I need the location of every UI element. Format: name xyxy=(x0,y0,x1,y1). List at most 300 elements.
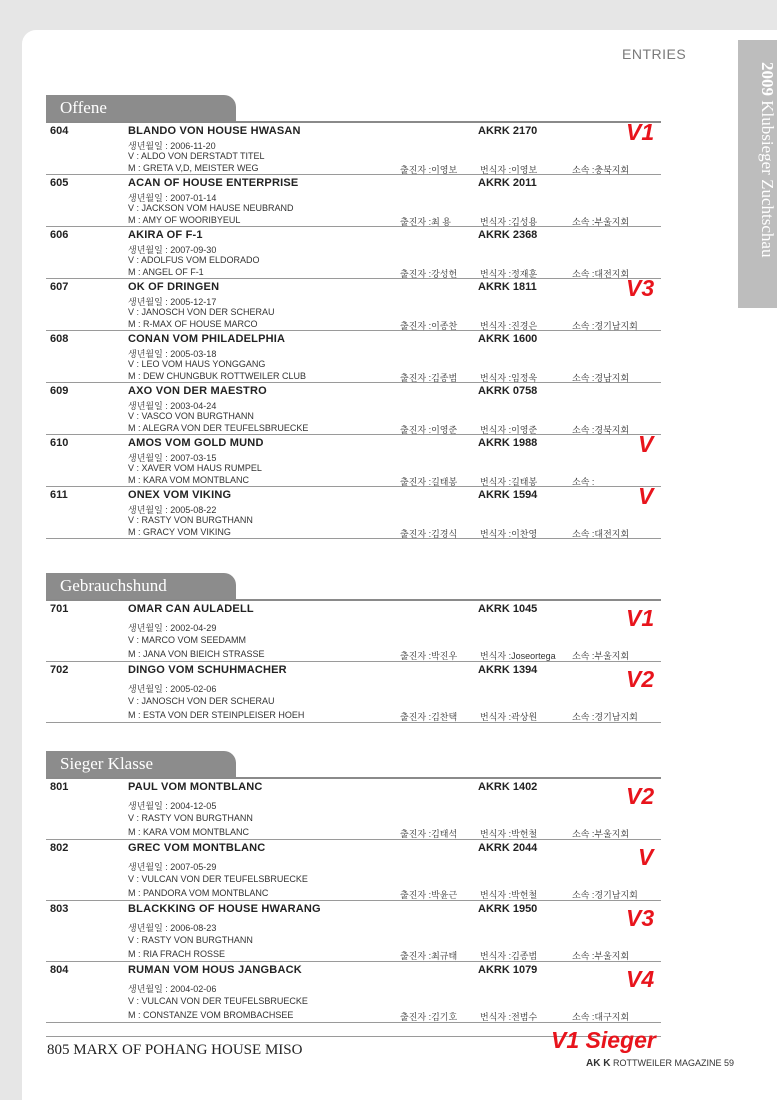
owner-label: 번식자 : xyxy=(480,373,512,383)
side-year: 2009 xyxy=(758,62,777,96)
birth-label: 생년월일 : xyxy=(128,401,171,411)
dam-value: RIA FRACH ROSSE xyxy=(143,949,226,959)
dam xyxy=(128,527,231,537)
entry-number: 605 xyxy=(50,177,69,189)
dam-label: M : xyxy=(128,371,143,381)
branch-value: 대구지회 xyxy=(594,1012,630,1022)
entry-row xyxy=(46,119,661,175)
sire-label: V : xyxy=(128,696,142,706)
birth-date xyxy=(128,799,216,812)
dog-name: BLACKKING OF HOUSE HWARANG xyxy=(128,903,321,915)
dam xyxy=(128,371,306,381)
owner-info xyxy=(400,710,638,723)
owner-label: 번식자 : xyxy=(480,829,512,839)
branch-value: 부울지회 xyxy=(594,217,630,227)
dam-value: R-MAX OF HOUSE MARCO xyxy=(143,319,258,329)
branch-label: 소속 : xyxy=(572,651,595,661)
birth-value: 2007-09-30 xyxy=(170,245,217,255)
sire-value: VULCAN VON DER TEUFELSBRUECKE xyxy=(141,996,308,1006)
breeder-label: 출진자 : xyxy=(400,321,432,331)
sire-value: JANOSCH VON DER SCHERAU xyxy=(141,307,275,317)
owner-label: 번식자 : xyxy=(480,651,512,661)
entry-row xyxy=(46,901,661,962)
sire-label: V : xyxy=(128,813,142,823)
branch-label: 소속 : xyxy=(572,829,595,839)
birth-label: 생년월일 : xyxy=(128,862,171,872)
owner-label: 번식자 : xyxy=(480,425,512,435)
branch-label: 소속 : xyxy=(572,269,595,279)
entry-row xyxy=(46,779,661,840)
owner-value: 박헌철 xyxy=(511,829,538,839)
breeder-label: 출진자 : xyxy=(400,1012,432,1022)
entry-row xyxy=(46,601,661,662)
owner-info xyxy=(400,1010,629,1023)
section-offene xyxy=(46,95,661,539)
dam-label: M : xyxy=(128,267,143,277)
entry-number: 804 xyxy=(50,964,69,976)
dog-name: OK OF DRINGEN xyxy=(128,281,220,293)
dam-value: PANDORA VOM MONTBLANC xyxy=(143,888,269,898)
owner-label: 번식자 : xyxy=(480,217,512,227)
sire-label: V : xyxy=(128,307,142,317)
registration-number: AKRK 1079 xyxy=(478,964,538,976)
registration-number: AKRK 0758 xyxy=(478,385,538,397)
branch-label: 소속 : xyxy=(572,477,595,487)
branch xyxy=(572,649,629,662)
owner xyxy=(480,949,572,962)
sire-label: V : xyxy=(128,359,142,369)
dam-label: M : xyxy=(128,163,143,173)
branch-value: 경기남지회 xyxy=(594,321,638,331)
entry-row xyxy=(46,962,661,1023)
birth-value: 2007-03-15 xyxy=(170,453,217,463)
branch-label: 소속 : xyxy=(572,1012,595,1022)
entry-number: 609 xyxy=(50,385,69,397)
birth-label: 생년월일 : xyxy=(128,245,171,255)
entry-number: 608 xyxy=(50,333,69,345)
dam-value: ALEGRA VON DER TEUFELSBRUECKE xyxy=(142,423,309,433)
owner-label: 번식자 : xyxy=(480,712,512,722)
dam-value: JANA VON BIEICH STRASSE xyxy=(143,649,265,659)
birth-label: 생년월일 : xyxy=(128,193,171,203)
breeder-value: 김태석 xyxy=(431,829,458,839)
dog-name: DINGO VOM SCHUHMACHER xyxy=(128,664,287,676)
grade-mark: V3 xyxy=(626,905,655,931)
branch-label: 소속 : xyxy=(572,529,595,539)
branch-label: 소속 : xyxy=(572,217,595,227)
dam-value: ESTA VON DER STEINPLEISER HOEH xyxy=(143,710,305,720)
owner-value: 곽상원 xyxy=(511,712,538,722)
owner-info xyxy=(400,649,629,662)
branch xyxy=(572,949,629,962)
dog-name: BLANDO VON HOUSE HWASAN xyxy=(128,125,301,137)
birth-value: 2006-11-20 xyxy=(170,141,216,151)
branch xyxy=(572,888,638,901)
owner-info xyxy=(400,527,629,540)
dam-label: M : xyxy=(128,827,143,837)
birth-value: 2004-12-05 xyxy=(170,801,217,811)
birth-value: 2005-08-22 xyxy=(170,505,217,515)
breeder-label: 출진자 : xyxy=(400,651,432,661)
magazine-credit xyxy=(586,1058,734,1069)
breeder-value: 김경식 xyxy=(431,529,458,539)
registration-number: AKRK 1950 xyxy=(478,903,538,915)
branch-value: 부울지회 xyxy=(594,829,630,839)
birth-value: 2005-02-06 xyxy=(170,684,217,694)
birth-label: 생년월일 : xyxy=(128,684,171,694)
owner-label: 번식자 : xyxy=(480,269,512,279)
birth-value: 2002-04-29 xyxy=(170,623,217,633)
section-title: Sieger Klasse xyxy=(46,751,236,777)
dam-label: M : xyxy=(128,1010,143,1020)
entry-row xyxy=(46,840,661,901)
dog-name: RUMAN VOM HOUS JANGBACK xyxy=(128,964,302,976)
owner xyxy=(480,1010,572,1023)
grade-mark: V xyxy=(638,844,654,870)
registration-number: AKRK 1394 xyxy=(478,664,538,676)
branch-label: 소속 : xyxy=(572,321,595,331)
dam xyxy=(128,649,265,659)
sire-value: XAVER VOM HAUS RUMPEL xyxy=(141,463,262,473)
birth-value: 2007-05-29 xyxy=(170,862,217,872)
owner-value: 이영보 xyxy=(511,165,538,175)
grade-mark: V2 xyxy=(626,783,655,809)
section-tab-label: ENTRIES xyxy=(622,46,687,62)
entry-row xyxy=(46,331,661,383)
dam xyxy=(128,163,259,173)
owner-value: 김종범 xyxy=(511,951,538,961)
grade-mark: V xyxy=(638,483,654,509)
grade-mark: V2 xyxy=(626,666,655,692)
breeder-value: 이영준 xyxy=(431,425,458,435)
entry-number: 604 xyxy=(50,125,69,137)
owner xyxy=(480,527,572,540)
sire xyxy=(128,996,308,1006)
sire-value: RASTY VON BURGTHANN xyxy=(141,813,253,823)
breeder xyxy=(400,827,480,840)
dog-name: GREC VOM MONTBLANC xyxy=(128,842,266,854)
birth-date xyxy=(128,621,216,634)
branch-label: 소속 : xyxy=(572,373,595,383)
grade-mark: V1 xyxy=(626,605,655,631)
sire xyxy=(128,874,308,884)
magazine-name: ROTTWEILER MAGAZINE xyxy=(612,1058,722,1068)
breeder-label: 출진자 : xyxy=(400,425,432,435)
sire xyxy=(128,359,265,369)
section-header xyxy=(46,573,661,601)
sire xyxy=(128,411,254,421)
birth-label: 생년월일 : xyxy=(128,923,171,933)
birth-date xyxy=(128,860,216,873)
sire xyxy=(128,515,253,525)
dam-value: GRACY VOM VIKING xyxy=(143,527,231,537)
dog-name: AMOS VOM GOLD MUND xyxy=(128,437,264,449)
dam xyxy=(128,827,249,837)
dam-label: M : xyxy=(128,423,143,433)
breeder-label: 출진자 : xyxy=(400,890,432,900)
breeder-value: 강성헌 xyxy=(431,269,458,279)
registration-number: AKRK 1402 xyxy=(478,781,538,793)
birth-label: 생년월일 : xyxy=(128,141,171,151)
owner xyxy=(480,649,572,662)
sire-label: V : xyxy=(128,203,142,213)
owner-label: 번식자 : xyxy=(480,1012,512,1022)
section-sieger-klasse xyxy=(46,751,661,1023)
owner-info xyxy=(400,827,629,840)
breeder-label: 출진자 : xyxy=(400,951,432,961)
entry-row xyxy=(46,431,661,487)
breeder-value: 이종찬 xyxy=(431,321,458,331)
sire-label: V : xyxy=(128,411,142,421)
section-title: Offene xyxy=(46,95,236,121)
registration-number: AKRK 2044 xyxy=(478,842,538,854)
owner-label: 번식자 : xyxy=(480,529,512,539)
breeder-value: 최규태 xyxy=(431,951,458,961)
dam xyxy=(128,423,308,433)
entry-number: 801 xyxy=(50,781,69,793)
sire xyxy=(128,463,262,473)
entry-number: 607 xyxy=(50,281,69,293)
branch-label: 소속 : xyxy=(572,712,595,722)
dam-value: KARA VOM MONTBLANC xyxy=(143,475,250,485)
registration-number: AKRK 2011 xyxy=(478,177,537,189)
grade-mark: V4 xyxy=(626,966,655,992)
sire-label: V : xyxy=(128,996,142,1006)
branch-label: 소속 : xyxy=(572,425,595,435)
dog-name: CONAN VOM PHILADELPHIA xyxy=(128,333,286,345)
registration-number: AKRK 1600 xyxy=(478,333,538,345)
breeder-label: 출진자 : xyxy=(400,712,432,722)
breeder xyxy=(400,1010,480,1023)
dam-value: DEW CHUNGBUK ROTTWEILER CLUB xyxy=(143,371,307,381)
registration-number: AKRK 1811 xyxy=(478,281,537,293)
breeder-value: 최 용 xyxy=(431,217,451,227)
owner-label: 번식자 : xyxy=(480,890,512,900)
entry-number: 701 xyxy=(50,603,69,615)
branch-value: 대전지회 xyxy=(594,529,630,539)
owner-value: 임정욱 xyxy=(511,373,538,383)
birth-value: 2005-03-18 xyxy=(170,349,217,359)
branch-value: 경기남지회 xyxy=(594,890,638,900)
sire xyxy=(128,696,275,706)
breeder-value: 김기호 xyxy=(431,1012,458,1022)
owner-value: 진경은 xyxy=(511,321,538,331)
side-title xyxy=(738,56,777,292)
breeder-value: 이영보 xyxy=(431,165,458,175)
branch-value: 경기남지회 xyxy=(594,712,638,722)
breeder-value: 김찬택 xyxy=(431,712,458,722)
owner xyxy=(480,888,572,901)
sire-value: JANOSCH VON DER SCHERAU xyxy=(141,696,275,706)
dog-name: AXO VON DER MAESTRO xyxy=(128,385,267,397)
dam-label: M : xyxy=(128,215,143,225)
dam-label: M : xyxy=(128,710,143,720)
entry-row xyxy=(46,483,661,539)
birth-label: 생년월일 : xyxy=(128,297,171,307)
branch-label: 소속 : xyxy=(572,165,595,175)
entry-number: 802 xyxy=(50,842,69,854)
dam xyxy=(128,215,240,225)
owner-info xyxy=(400,888,638,901)
branch-value: 충북지회 xyxy=(594,165,630,175)
grade-mark: V1 xyxy=(626,119,655,145)
branch-value: 경북지회 xyxy=(594,425,630,435)
footer-entry: 805 MARX OF POHANG HOUSE MISO xyxy=(47,1042,303,1058)
magazine-brand: AK K xyxy=(586,1058,611,1069)
sire xyxy=(128,203,294,213)
entry-number: 606 xyxy=(50,229,69,241)
breeder-label: 출진자 : xyxy=(400,217,432,227)
breeder-label: 출진자 : xyxy=(400,529,432,539)
breeder-label: 출진자 : xyxy=(400,477,432,487)
footer-grade: V1 Sieger xyxy=(551,1027,656,1053)
section-gebrauchshund xyxy=(46,573,661,723)
birth-value: 2007-01-14 xyxy=(170,193,217,203)
dam-label: M : xyxy=(128,888,143,898)
owner-value: 정재훈 xyxy=(511,269,538,279)
sire-value: VULCAN VON DER TEUFELSBRUECKE xyxy=(141,874,308,884)
dog-name: OMAR CAN AULADELL xyxy=(128,603,254,615)
registration-number: AKRK 1045 xyxy=(478,603,538,615)
birth-value: 2004-02-06 xyxy=(170,984,217,994)
owner-value: Joseortega xyxy=(511,651,556,661)
birth-value: 2005-12-17 xyxy=(170,297,217,307)
sire xyxy=(128,935,253,945)
dog-name: ACAN OF HOUSE ENTERPRISE xyxy=(128,177,299,189)
branch xyxy=(572,710,638,723)
breeder xyxy=(400,649,480,662)
dam xyxy=(128,319,258,329)
sire-value: RASTY VON BURGTHANN xyxy=(141,935,253,945)
sire-value: RASTY VON BURGTHANN xyxy=(141,515,253,525)
branch-value: 대전지회 xyxy=(594,269,630,279)
breeder xyxy=(400,949,480,962)
dam xyxy=(128,888,268,898)
owner-label: 번식자 : xyxy=(480,165,512,175)
dam-value: KARA VOM MONTBLANC xyxy=(143,827,250,837)
dam-label: M : xyxy=(128,527,143,537)
sire-label: V : xyxy=(128,151,142,161)
sire-value: MARCO VOM SEEDAMM xyxy=(141,635,247,645)
registration-number: AKRK 1988 xyxy=(478,437,538,449)
dam-label: M : xyxy=(128,475,143,485)
sire-label: V : xyxy=(128,515,142,525)
section-header xyxy=(46,95,661,123)
branch-value: 부울지회 xyxy=(594,651,630,661)
breeder-value: 김종범 xyxy=(431,373,458,383)
breeder-label: 출진자 : xyxy=(400,829,432,839)
owner-value: 길태봉 xyxy=(511,477,538,487)
registration-number: AKRK 2368 xyxy=(478,229,538,241)
sire-label: V : xyxy=(128,935,142,945)
branch-value: 부울지회 xyxy=(594,951,630,961)
dam-label: M : xyxy=(128,949,143,959)
entry-row xyxy=(46,662,661,723)
branch xyxy=(572,527,629,540)
owner-value: 박헌철 xyxy=(511,890,538,900)
sire xyxy=(128,307,275,317)
birth-label: 생년월일 : xyxy=(128,623,171,633)
sire-label: V : xyxy=(128,635,142,645)
branch xyxy=(572,827,629,840)
owner-label: 번식자 : xyxy=(480,477,512,487)
birth-date xyxy=(128,921,216,934)
dam-value: AMY OF WOORIBYEUL xyxy=(142,215,241,225)
breeder-value: 박윤근 xyxy=(431,890,458,900)
dam-label: M : xyxy=(128,319,143,329)
registration-number: AKRK 2170 xyxy=(478,125,538,137)
breeder-label: 출진자 : xyxy=(400,165,432,175)
sire-value: LEO VOM HAUS YONGGANG xyxy=(141,359,266,369)
birth-label: 생년월일 : xyxy=(128,349,171,359)
sire xyxy=(128,255,260,265)
section-header xyxy=(46,751,661,779)
entry-number: 702 xyxy=(50,664,69,676)
dam-value: CONSTANZE VOM BROMBACHSEE xyxy=(143,1010,294,1020)
owner xyxy=(480,710,572,723)
breeder-value: 박진우 xyxy=(431,651,458,661)
dam-label: M : xyxy=(128,649,143,659)
owner-label: 번식자 : xyxy=(480,321,512,331)
owner-info xyxy=(400,949,629,962)
sire-value: ALDO VON DERSTADT TITEL xyxy=(141,151,265,161)
dog-name: PAUL VOM MONTBLANC xyxy=(128,781,263,793)
owner-value: 이영준 xyxy=(511,425,538,435)
dam-value: ANGEL OF F-1 xyxy=(142,267,204,277)
entry-row xyxy=(46,383,661,435)
owner-value: 김성용 xyxy=(511,217,538,227)
owner-value: 전범수 xyxy=(511,1012,538,1022)
birth-label: 생년월일 : xyxy=(128,453,171,463)
owner xyxy=(480,827,572,840)
sire-value: VASCO VON BURGTHANN xyxy=(141,411,254,421)
page-number: 59 xyxy=(724,1058,735,1068)
breeder-label: 출진자 : xyxy=(400,373,432,383)
side-event: Klubsieger Zuchtschau xyxy=(758,100,777,258)
dam xyxy=(128,710,304,720)
birth-label: 생년월일 : xyxy=(128,984,171,994)
sire xyxy=(128,635,246,645)
dam-value: GRETA V,D, MEISTER WEG xyxy=(143,163,259,173)
breeder-label: 출진자 : xyxy=(400,269,432,279)
sire-value: JACKSON VOM HAUSE NEUBRAND xyxy=(141,203,294,213)
entry-number: 611 xyxy=(50,489,68,501)
sire-label: V : xyxy=(128,874,142,884)
sire-value: ADOLFUS VOM ELDORADO xyxy=(141,255,260,265)
owner-label: 번식자 : xyxy=(480,951,512,961)
sire-label: V : xyxy=(128,255,142,265)
sire xyxy=(128,151,265,161)
grade-mark: V xyxy=(638,431,654,457)
breeder-value: 길태봉 xyxy=(431,477,458,487)
entry-number: 803 xyxy=(50,903,69,915)
breeder xyxy=(400,710,480,723)
branch-value: 경남지회 xyxy=(594,373,630,383)
entry-row xyxy=(46,175,661,227)
birth-label: 생년월일 : xyxy=(128,505,171,515)
dog-name: AKIRA OF F-1 xyxy=(128,229,203,241)
dog-name: ONEX VOM VIKING xyxy=(128,489,232,501)
registration-number: AKRK 1594 xyxy=(478,489,538,501)
branch-label: 소속 : xyxy=(572,890,595,900)
birth-date xyxy=(128,982,216,995)
entry-number: 610 xyxy=(50,437,69,449)
birth-date xyxy=(128,682,216,695)
branch xyxy=(572,1010,629,1023)
dam xyxy=(128,475,249,485)
dam xyxy=(128,1010,293,1020)
sire xyxy=(128,813,253,823)
